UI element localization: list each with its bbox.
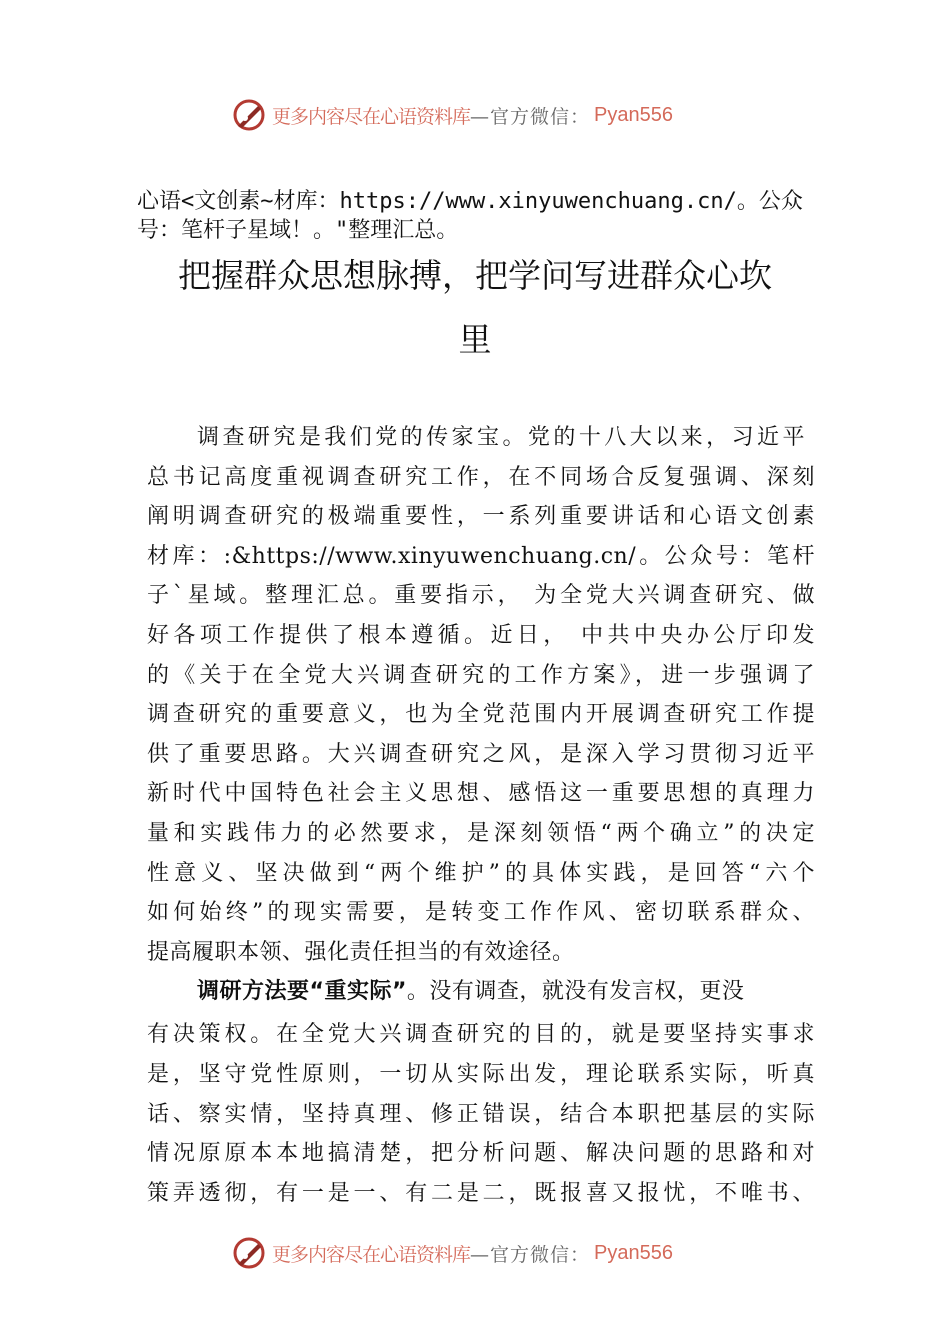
paragraph-line: 有决策权。在全党大兴调查研究的目的，就是要坚持实事求 (147, 1022, 815, 1047)
source-note-line: 号：笔杆子星域！。"整理汇总。 (137, 218, 459, 243)
paragraph-line: 如何始终”的现实需要，是转变工作作风、密切联系群众、 (147, 900, 815, 926)
paragraph-line: 新时代中国特色社会主义思想、感悟这一重要思想的真理力 (147, 781, 815, 807)
paragraph-2-first-line (197, 977, 805, 1007)
page-title-cont: 里 (458, 320, 492, 359)
paragraph-line: 的《关于在全党大兴调查研究的工作方案》，进一步强调了 (147, 662, 815, 688)
paragraph-line: 情况原原本本地搞清楚，把分析问题、解决问题的思路和对 (147, 1141, 815, 1167)
source-note-line: 心语<文创素~材库：https://www.xinyuwenchuang.cn/。公众 (137, 189, 803, 214)
pen-logo-icon (232, 98, 266, 132)
paragraph-line: 好各项工作提供了根本遵循。近日， 中共中央办公厅印发 (147, 623, 815, 648)
paragraph-line: 供了重要思路。大兴调查研究之风，是深入学习贯彻习近平 (147, 741, 815, 767)
banner-wechat-label: —官方微信： (470, 1243, 591, 1266)
banner-wechat-id: Pyan556 (594, 103, 673, 126)
pen-logo-icon (232, 1236, 266, 1270)
paragraph-line: 调查研究是我们党的传家宝。党的十八大以来，习近平 (197, 425, 805, 450)
paragraph-line: 是，坚守党性原则，一切从实际出发，理论联系实际，听真 (147, 1061, 815, 1087)
banner-text: 更多内容尽在心语资料库 (272, 105, 471, 128)
banner-wechat-label: —官方微信： (470, 105, 591, 128)
page-title: 把握群众思想脉搏，把学问写进群众心坎 (178, 256, 772, 295)
footer-banner (232, 1233, 722, 1273)
paragraph-line: 提高履职本领、强化责任担当的有效途径。 (147, 939, 575, 965)
paragraph-line: 阐明调查研究的极端重要性，一系列重要讲话和心语文创素 (147, 504, 815, 530)
paragraph-line: 总书记高度重视调查研究工作，在不同场合反复强调、深刻 (147, 464, 815, 490)
header-banner (232, 95, 722, 135)
banner-wechat-id: Pyan556 (594, 1241, 673, 1264)
paragraph-line: 话、察实情，坚持真理、修正错误，结合本职把基层的实际 (147, 1101, 815, 1127)
paragraph-line: 量和实践伟力的必然要求，是深刻领悟“两个确立”的决定 (147, 821, 815, 846)
banner-text: 更多内容尽在心语资料库 (272, 1243, 471, 1266)
paragraph-line: 调查研究的重要意义，也为全党范围内开展调查研究工作提 (147, 702, 815, 728)
paragraph-line: 策弄透彻，有一是一、有二是二，既报喜又报忧，不唯书、 (147, 1181, 815, 1207)
section-heading: 调研方法要“重实际” (197, 979, 407, 1004)
paragraph-text: 。没有调查，就没有发言权，更没 (406, 979, 745, 1004)
paragraph-line: 子`星域。整理汇总。重要指示， 为全党大兴调查研究、做 (147, 583, 815, 609)
paragraph-line: 材库：:&https://www.xinyuwenchuang.cn/。公众号：笔杆 (147, 543, 815, 569)
paragraph-line: 性意义、坚决做到“两个维护”的具体实践，是回答“六个 (147, 860, 815, 886)
